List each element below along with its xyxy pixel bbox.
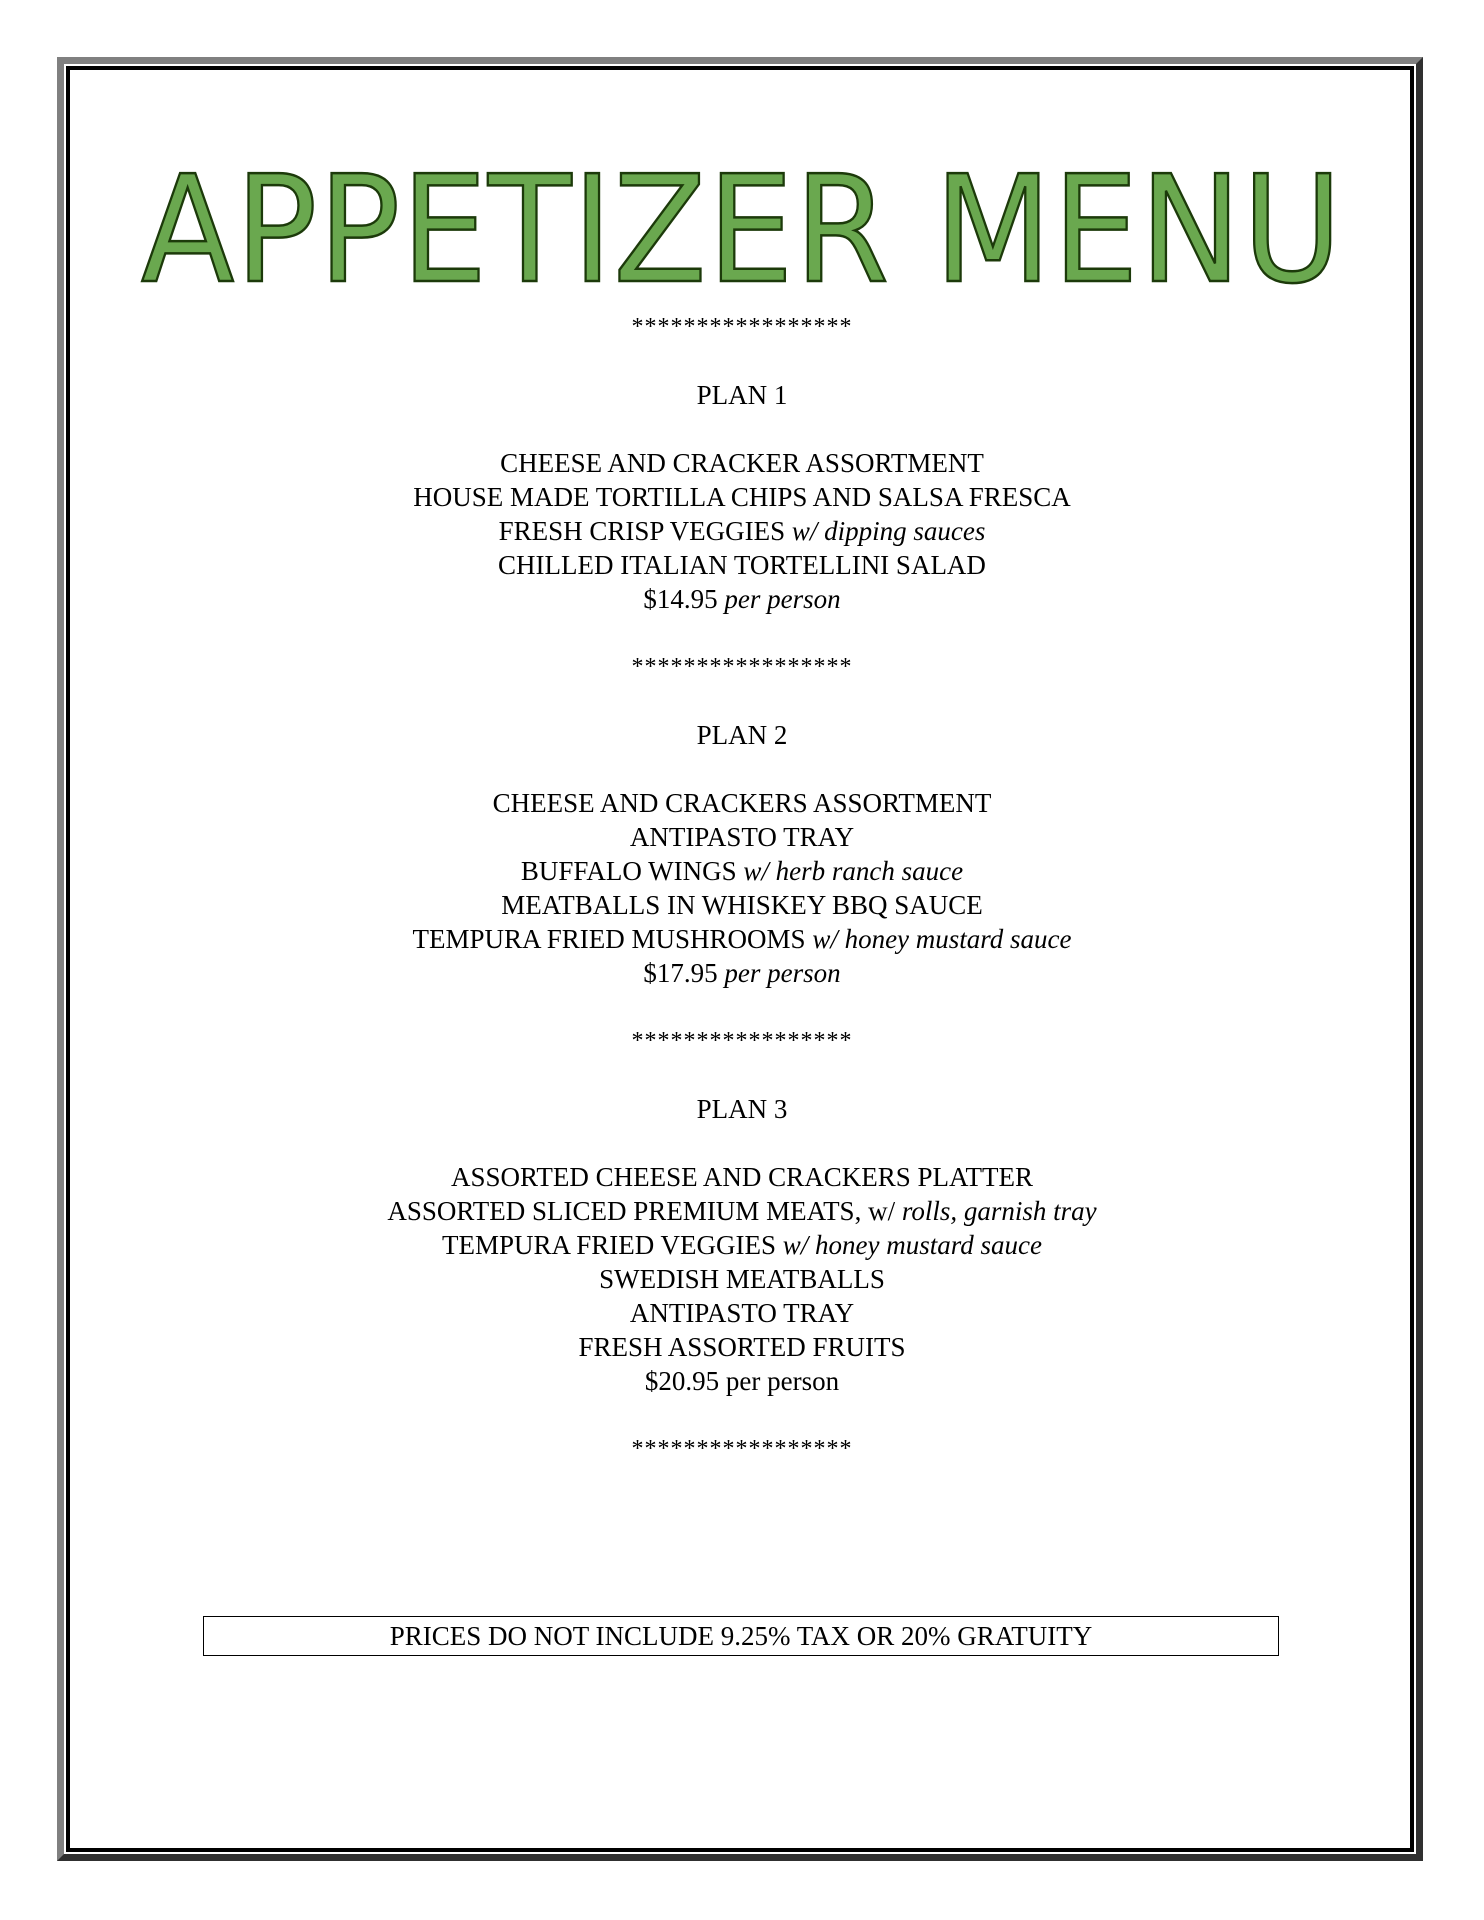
price-note: per person: [724, 958, 841, 988]
item-text: ANTIPASTO TRAY: [629, 822, 855, 852]
item-note: rolls, garnish tray: [901, 1196, 1097, 1226]
plan-title: PLAN 1: [696, 380, 788, 410]
item-text: BUFFALO WINGS: [520, 856, 737, 886]
spacer: [0, 616, 1484, 650]
spacer: [0, 1126, 1484, 1160]
plan-title: PLAN 3: [696, 1094, 788, 1124]
spacer: [0, 684, 1484, 718]
menu-item: [0, 1160, 1484, 1194]
plan-price: [0, 1364, 1484, 1398]
tax-gratuity-notice: PRICES DO NOT INCLUDE 9.25% TAX OR 20% GRATUITY: [203, 1616, 1279, 1656]
menu-item: [0, 1228, 1484, 1262]
spacer: [0, 1398, 1484, 1432]
item-text: ASSORTED SLICED PREMIUM MEATS, w/: [387, 1196, 896, 1226]
item-text: HOUSE MADE TORTILLA CHIPS AND SALSA FRESCA: [413, 482, 1071, 512]
menu-item: [0, 1330, 1484, 1364]
item-text: SWEDISH MEATBALLS: [599, 1264, 885, 1294]
spacer: [0, 752, 1484, 786]
menu-item: [0, 922, 1484, 956]
item-text: CHEESE AND CRACKER ASSORTMENT: [500, 448, 984, 478]
menu-item: [0, 514, 1484, 548]
item-text: CHEESE AND CRACKERS ASSORTMENT: [492, 788, 992, 818]
menu-title: APPETIZER MENU: [141, 144, 1343, 316]
item-text: ASSORTED CHEESE AND CRACKERS PLATTER: [451, 1162, 1033, 1192]
menu-content: [0, 310, 1484, 1466]
spacer: [0, 990, 1484, 1024]
menu-item: [0, 854, 1484, 888]
price-note: per person: [724, 584, 841, 614]
spacer: [0, 344, 1484, 378]
item-note: w/ dipping sauces: [791, 516, 986, 546]
price-value: $14.95: [643, 584, 718, 614]
menu-item: [0, 548, 1484, 582]
plan-1-section: [0, 378, 1484, 616]
spacer: [0, 1058, 1484, 1092]
menu-item: [0, 1296, 1484, 1330]
menu-item: [0, 446, 1484, 480]
menu-item: [0, 888, 1484, 922]
plan-2-section: [0, 718, 1484, 990]
price-value: $20.95 per person: [644, 1366, 840, 1396]
menu-item: [0, 1262, 1484, 1296]
item-text: FRESH ASSORTED FRUITS: [578, 1332, 906, 1362]
spacer: [0, 412, 1484, 446]
separator: *****************: [631, 654, 853, 680]
item-text: TEMPURA FRIED VEGGIES: [441, 1230, 777, 1260]
item-text: FRESH CRISP VEGGIES: [498, 516, 786, 546]
item-note: w/ honey mustard sauce: [782, 1230, 1042, 1260]
item-note: w/ herb ranch sauce: [743, 856, 964, 886]
menu-item: [0, 820, 1484, 854]
plan-price: [0, 956, 1484, 990]
menu-item: [0, 1194, 1484, 1228]
plan-3-section: [0, 1092, 1484, 1398]
separator: *****************: [631, 1028, 853, 1054]
separator: *****************: [631, 314, 853, 340]
plan-price: [0, 582, 1484, 616]
item-text: ANTIPASTO TRAY: [629, 1298, 855, 1328]
separator: *****************: [631, 1436, 853, 1462]
price-value: $17.95: [643, 958, 718, 988]
item-text: TEMPURA FRIED MUSHROOMS: [412, 924, 806, 954]
item-text: MEATBALLS IN WHISKEY BBQ SAUCE: [501, 890, 983, 920]
menu-item: [0, 786, 1484, 820]
menu-item: [0, 480, 1484, 514]
item-text: CHILLED ITALIAN TORTELLINI SALAD: [498, 550, 986, 580]
plan-title: PLAN 2: [696, 720, 788, 750]
item-note: w/ honey mustard sauce: [812, 924, 1072, 954]
